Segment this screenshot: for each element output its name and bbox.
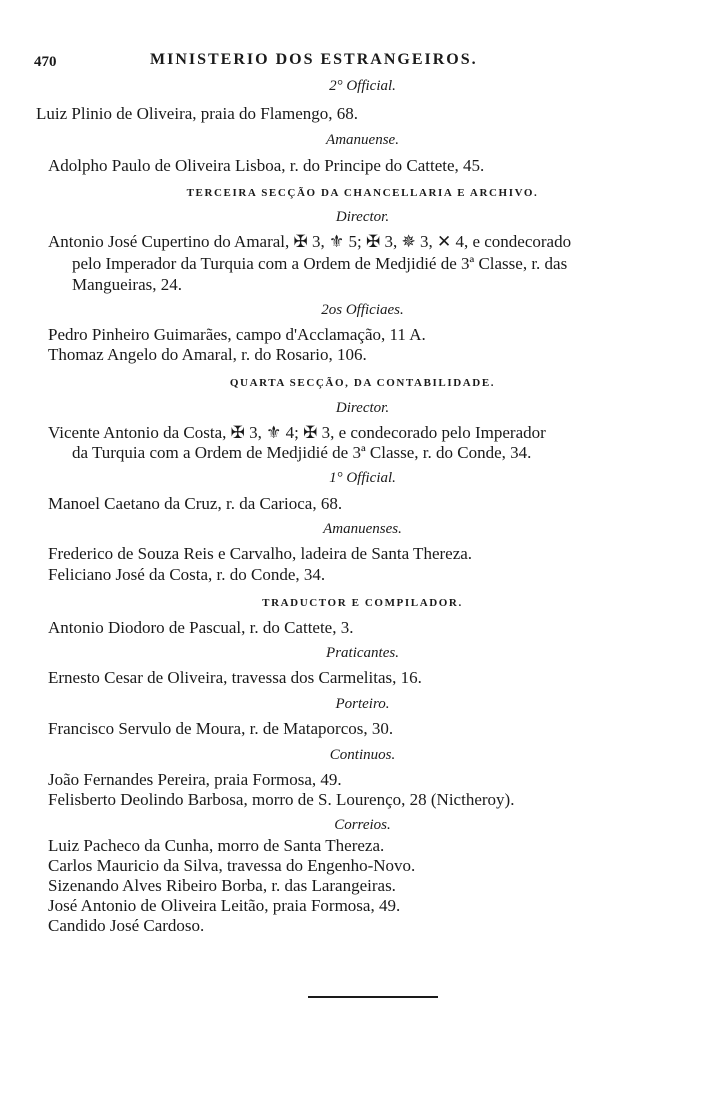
entry-line: Candido José Cardoso. xyxy=(48,916,205,935)
section-heading: QUARTA SECÇÃO, DA CONTABILIDADE. xyxy=(229,377,496,389)
entry-line: Ernesto Cesar de Oliveira, travessa dos Carmelitas, 16. xyxy=(48,668,422,687)
role-heading: Director. xyxy=(335,400,390,416)
entry-line: Luiz Plinio de Oliveira, praia do Flamengo, 68. xyxy=(36,104,358,123)
entry-line: Vicente Antonio da Costa, ✠ 3, ⚜ 4; ✠ 3, e condecorado pelo Imperador xyxy=(48,423,546,442)
section-heading: TERCEIRA SECÇÃO DA CHANCELLARIA E ARCHIVO. xyxy=(186,187,539,199)
entry-line: Manoel Caetano da Cruz, r. da Carioca, 68. xyxy=(48,494,343,513)
entry-line: João Fernandes Pereira, praia Formosa, 49. xyxy=(48,770,342,789)
closing-rule xyxy=(308,996,438,998)
entry-line: José Antonio de Oliveira Leitão, praia Formosa, 49. xyxy=(48,896,401,915)
entry-line: Adolpho Paulo de Oliveira Lisboa, r. do Principe do Cattete, 45. xyxy=(48,156,485,175)
role-heading: Correios. xyxy=(334,817,391,833)
entry-continuation: da Turquia com a Ordem de Medjidié de 3ª Classe, r. do Conde, 34. xyxy=(72,443,532,462)
role-heading: Amanuenses. xyxy=(323,521,402,537)
role-heading: 2° Official. xyxy=(329,78,396,94)
entry-continuation: Mangueiras, 24. xyxy=(72,275,183,294)
role-heading: Praticantes. xyxy=(326,645,399,661)
entry-line: Carlos Mauricio da Silva, travessa do Engenho-Novo. xyxy=(48,856,416,875)
entry-line: Felisberto Deolindo Barbosa, morro de S. Lourenço, 28 (Nictheroy). xyxy=(48,790,515,809)
entry-line: Luiz Pacheco da Cunha, morro de Santa Thereza. xyxy=(48,836,385,855)
role-heading: 2os Officiaes. xyxy=(321,302,404,318)
role-heading: Porteiro. xyxy=(335,696,390,712)
entry-line: Sizenando Alves Ribeiro Borba, r. das Larangeiras. xyxy=(48,876,396,895)
running-title: MINISTERIO DOS ESTRANGEIROS. xyxy=(150,51,478,68)
role-heading: Amanuense. xyxy=(326,132,399,148)
page-number: 470 xyxy=(34,54,57,70)
entry-line: Antonio José Cupertino do Amaral, ✠ 3, ⚜ 5; ✠ 3, ✵ 3, ✕ 4, e condecorado xyxy=(48,232,572,251)
entry-line: Frederico de Souza Reis e Carvalho, ladeira de Santa Thereza. xyxy=(48,544,473,563)
section-heading: TRADUCTOR E COMPILADOR. xyxy=(262,597,463,609)
entry-line: Antonio Diodoro de Pascual, r. do Cattete, 3. xyxy=(48,618,354,637)
entry-continuation: pelo Imperador da Turquia com a Ordem de Medjidié de 3ª Classe, r. das xyxy=(72,254,568,273)
entry-line: Pedro Pinheiro Guimarães, campo d'Acclamação, 11 A. xyxy=(48,325,426,344)
role-heading: Director. xyxy=(335,209,390,225)
entry-line: Feliciano José da Costa, r. do Conde, 34. xyxy=(48,565,326,584)
role-heading: Continuos. xyxy=(329,747,396,763)
role-heading: 1° Official. xyxy=(329,470,396,486)
entry-line: Francisco Servulo de Moura, r. de Mataporcos, 30. xyxy=(48,719,394,738)
entry-line: Thomaz Angelo do Amaral, r. do Rosario, 106. xyxy=(48,345,367,364)
